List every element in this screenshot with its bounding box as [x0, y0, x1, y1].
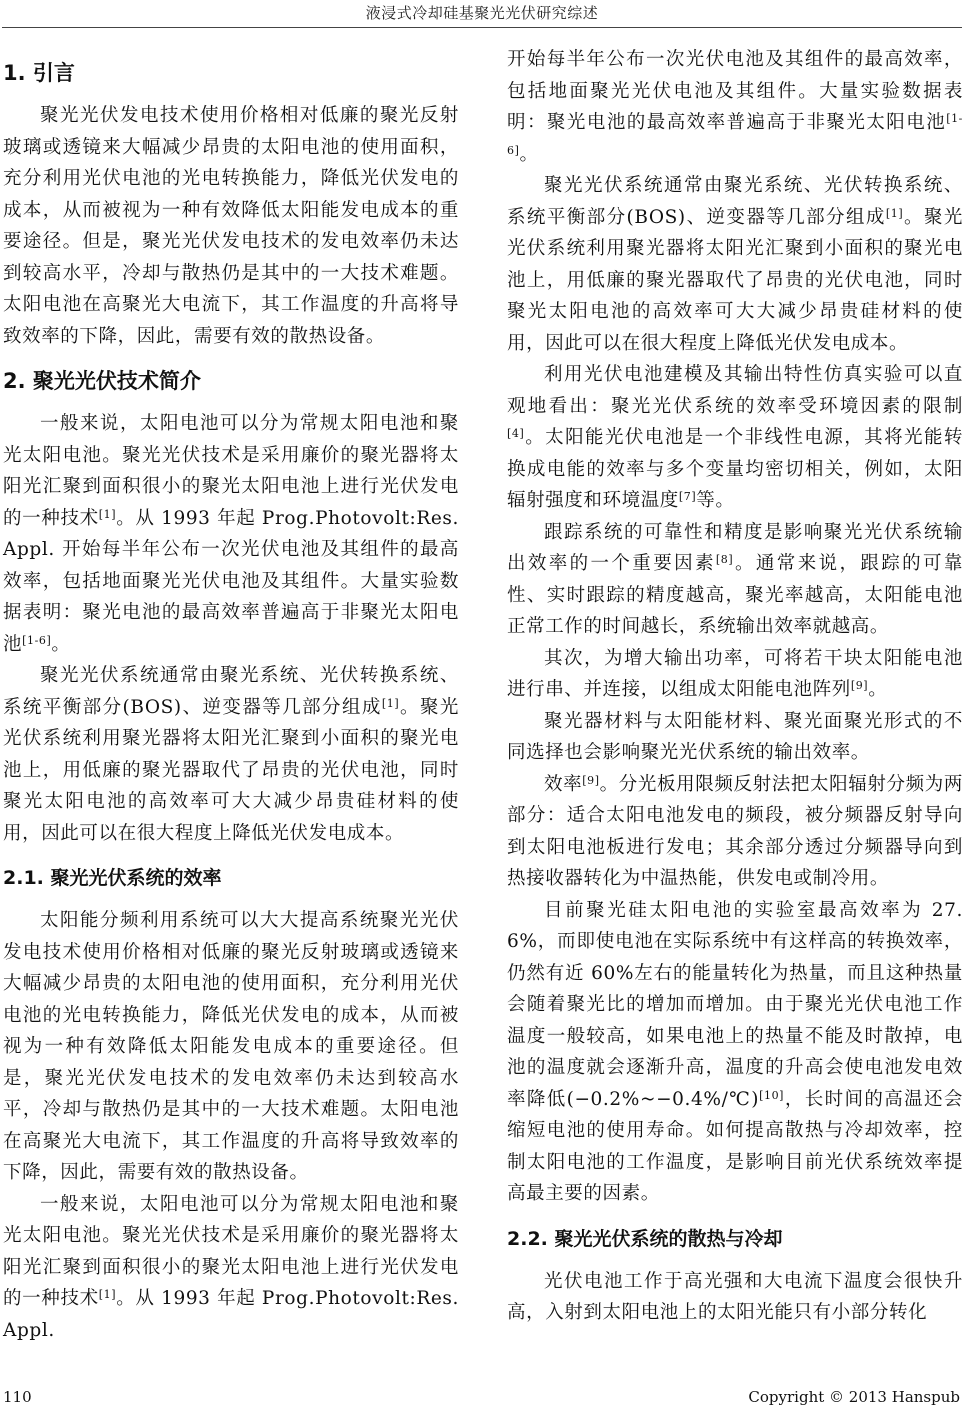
text: 。从 1993 年起 Prog.Photovolt:Res.Appl. 开始每半年公布一次光伏电池及其组件的最高效率，包括地面聚光光伏电池及其组件。大量实验数据表明：聚光电池的最高效率普遍高于非聚光太阳电池 — [3, 507, 459, 655]
text: 聚光光伏系统通常由聚光系统、光伏转换系统、系统平衡部分(BOS)、逆变器等几部分组成 — [507, 175, 963, 228]
text: ，长时间的高温还会缩短电池的使用寿命。如何提高散热与冷却效率，控制太阳电池的工作温度，是影响目前光伏系统效率提高最主要的因素。 — [507, 1088, 963, 1204]
citation: [1] — [885, 206, 904, 220]
citation: [7] — [678, 490, 697, 503]
materials-paragraph: 聚光器材料与太阳能材料、聚光面聚光形式的不同选择也会影响聚光光伏系统的输出效率。 — [507, 710, 963, 763]
running-title: 液浸式冷却硅基聚光光伏研究综述 — [365, 4, 599, 22]
splitter-paragraph — [507, 769, 963, 895]
copyright-notice: Copyright © 2013 Hanspub — [748, 1388, 960, 1406]
text: 。聚光光伏系统利用聚光器将太阳光汇聚到小面积的聚光电池上，用低廉的聚光器取代了昂贵的光伏电池，同时聚光太阳电池的高效率可大大减少昂贵硅材料的使用，因此可以在很大程度上降低光伏发电成本。 — [507, 206, 963, 354]
efficiency-paragraph — [507, 895, 963, 1210]
citation: [9] — [582, 773, 600, 787]
text: 跟踪系统的可靠性和精度是影响聚光光伏系统输出效率的一个重要因素 — [507, 521, 963, 574]
citation: [8] — [715, 553, 734, 566]
section-2-1-paragraph-1: 太阳能分频利用系统可以大大提高系统聚光光伏发电技术使用价格相对低廉的聚光反射玻璃或透镜来大幅减少昂贵的太阳电池的使用面积，充分利用光伏电池的光电转换能力，降低光伏发电的成本，从而被视为一种有效降低太阳能发电成本的重要途径。但是，聚光光伏发电技术的发电效率仍未达到较高水平，冷却与散热仍是其中的一大技术难题。太阳电池在高聚光大电流下，其工作温度的升高将导致效率的下降，因此，需要有效的散热设备。 — [3, 910, 459, 1183]
left-column — [3, 44, 459, 1346]
citation: [1-6] — [507, 112, 963, 157]
text: 一般来说，太阳电池可以分为常规太阳电池和聚光太阳电池。聚光光伏技术是采用廉价的聚光器将太阳光汇聚到面积很小的聚光太阳电池上进行光伏发电的一种技术 — [3, 1193, 459, 1309]
text: 。通常来说，跟踪的可靠性、实时跟踪的精度越高，聚光率越高，太阳能电池正常工作的时间越长，系统输出效率就越高。 — [507, 553, 963, 637]
text: 。 — [51, 633, 71, 655]
text: 。太阳能光伏电池是一个非线性电源，其将光能转换成电能的效率与多个变量均密切相关，例如，太阳辐射强度和环境温度 — [507, 427, 963, 511]
section-2-2-paragraph-1: 光伏电池工作于高光强和大电流下温度会很快升高，入射到太阳电池上的太阳光能只有小部分转化 — [507, 1270, 963, 1323]
citation: [10] — [759, 1088, 785, 1102]
text: 。 — [868, 679, 888, 700]
text: 开始每半年公布一次光伏电池及其组件的最高效率，包括地面聚光光伏电池及其组件。大量实验数据表明：聚光电池的最高效率普遍高于非聚光太阳电池 — [507, 49, 963, 133]
array-paragraph — [507, 643, 963, 706]
citation: [1] — [381, 696, 400, 710]
text: 其次，为增大输出功率，可将若干块太阳能电池进行串、并连接，以组成太阳能电池阵列 — [507, 647, 963, 700]
text: 。聚光光伏系统利用聚光器将太阳光汇聚到小面积的聚光电池上，用低廉的聚光器取代了昂贵的光伏电池，同时聚光太阳电池的高效率可大大减少昂贵硅材料的使用，因此可以在很大程度上降低光伏发电成本。 — [3, 696, 459, 844]
text: 等。 — [696, 490, 735, 511]
text: 目前聚光硅太阳电池的实验室最高效率为 27.6%，而即使电池在实际系统中有这样高的转换效率，仍然有近 60%左右的能量转化为热量，而且这种热量会随着聚光比的增加而增加。由于聚光光伏电池工作温度一般较高，如果电池上的热量不能及时散掉，电池的温度就会逐渐升高，温度的升高会使电池发电效率降低(−0.2%~−0.4%/℃) — [507, 899, 963, 1110]
section-2-paragraph-1 — [3, 408, 459, 660]
header-rule — [2, 27, 962, 28]
continued-paragraph — [507, 44, 963, 170]
page-number: 110 — [3, 1388, 32, 1406]
text: 效率 — [544, 773, 583, 795]
text: 聚光光伏系统通常由聚光系统、光伏转换系统、系统平衡部分(BOS)、逆变器等几部分组成 — [3, 665, 459, 718]
tracking-paragraph — [507, 517, 963, 643]
citation: [1] — [98, 507, 117, 521]
citation: [9] — [850, 679, 869, 692]
right-column — [507, 44, 963, 1329]
citation: [1] — [98, 1288, 117, 1301]
intro-paragraph: 聚光光伏发电技术使用价格相对低廉的聚光反射玻璃或透镜来大幅减少昂贵的太阳电池的使用面积，充分利用光伏电池的光电转换能力，降低光伏发电的成本，从而被视为一种有效降低太阳能发电成本的重要途径。但是，聚光光伏发电技术的发电效率仍未达到较高水平，冷却与散热仍是其中的一大技术难题。太阳电池在高聚光大电流下，其工作温度的升高将导致效率的下降，因此，需要有效的散热设备。 — [3, 105, 459, 347]
section-2-paragraph-2 — [3, 660, 459, 849]
citation: [4] — [507, 427, 525, 440]
text: 。从 1993 年起 Prog.Photovolt:Res.Appl. — [3, 1288, 459, 1341]
text: 。 — [519, 143, 539, 165]
section-1-title: 1. 引言 — [3, 61, 75, 85]
text: 利用光伏电池建模及其输出特性仿真实验可以直观地看出：聚光光伏系统的效率受环境因素的限制 — [507, 364, 963, 417]
section-2-1-paragraph-2 — [3, 1189, 459, 1347]
system-composition-paragraph — [507, 170, 963, 359]
citation: [1-6] — [22, 633, 52, 647]
modeling-paragraph — [507, 359, 963, 517]
section-2-title: 2. 聚光光伏技术简介 — [3, 369, 201, 393]
section-2-2-title: 2.2. 聚光光伏系统的散热与冷却 — [507, 1227, 783, 1250]
text: 。分光板用限频反射法把太阳辐射分频为两部分：适合太阳电池发电的频段，被分频器反射导向到太阳电池板进行发电；其余部分透过分频器导向到热接收器转化为中温热能，供发电或制冷用。 — [507, 773, 963, 889]
section-2-1-title: 2.1. 聚光光伏系统的效率 — [3, 867, 222, 889]
text: 一般来说，太阳电池可以分为常规太阳电池和聚光太阳电池。聚光光伏技术是采用廉价的聚光器将太阳光汇聚到面积很小的聚光太阳电池上进行光伏发电的一种技术 — [3, 413, 459, 529]
